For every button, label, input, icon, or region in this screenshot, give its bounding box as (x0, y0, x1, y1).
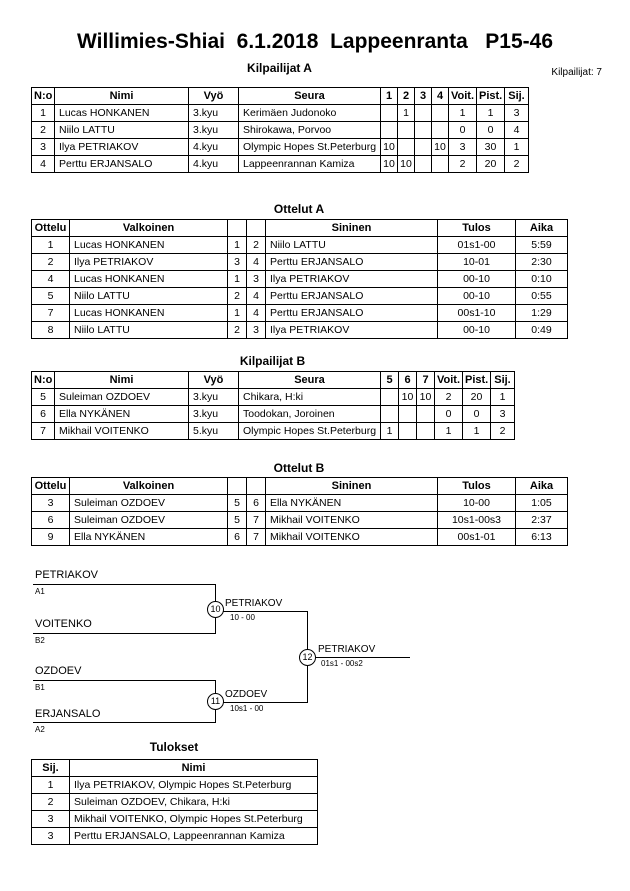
cell-aika: 0:10 (516, 271, 568, 288)
cell-blue-no: 4 (247, 305, 266, 322)
section-heading-kilpailijat-a: Kilpailijat A (247, 61, 312, 75)
cell-nimi: Ilya PETRIAKOV, Olympic Hopes St.Peterburg (70, 777, 318, 794)
col-header-seura: Seura (239, 372, 381, 389)
col-header-sij: Sij. (505, 88, 529, 105)
cell-sij: 1 (491, 389, 515, 406)
cell-aika: 2:30 (516, 254, 568, 271)
cell-white-no: 1 (228, 305, 247, 322)
cell-voit: 0 (435, 406, 463, 423)
cell-no: 5 (32, 389, 55, 406)
header-row (32, 760, 318, 777)
col-header-no: N:o (32, 372, 55, 389)
col-header-5: 5 (381, 372, 399, 389)
cell-sininen: Niilo LATTU (266, 237, 438, 254)
header-row (32, 372, 515, 389)
match-row (32, 271, 568, 288)
cell-sij: 4 (505, 122, 529, 139)
cell-sij: 3 (32, 828, 70, 845)
bracket-competitor-name: PETRIAKOV (35, 569, 98, 581)
match-row (32, 495, 568, 512)
cell-score-2: 1 (398, 105, 415, 122)
bracket-line (215, 611, 307, 612)
cell-seura: Kerimäen Judonoko (239, 105, 381, 122)
kilpailijat-b-table (31, 371, 515, 440)
cell-valkoinen: Niilo LATTU (70, 322, 228, 339)
competitors-count: Kilpailijat: 7 (551, 67, 602, 78)
cell-valkoinen: Lucas HONKANEN (70, 305, 228, 322)
bracket-seed-label: B1 (35, 683, 45, 692)
cell-tulos: 01s1-00 (438, 237, 516, 254)
cell-score-7 (417, 423, 435, 440)
cell-valkoinen: Lucas HONKANEN (70, 271, 228, 288)
cell-voit: 2 (435, 389, 463, 406)
cell-nimi: Perttu ERJANSALO (55, 156, 189, 173)
cell-score-5: 1 (381, 423, 399, 440)
cell-nimi: Mikhail VOITENKO (55, 423, 189, 440)
col-header-seura: Seura (239, 88, 381, 105)
cell-ottelu: 1 (32, 237, 70, 254)
col-header-tulos: Tulos (438, 220, 516, 237)
bracket-competitor-name: VOITENKO (35, 618, 92, 630)
cell-seura: Toodokan, Joroinen (239, 406, 381, 423)
col-header-voit: Voit. (435, 372, 463, 389)
cell-pist: 20 (477, 156, 505, 173)
col-header-vyo: Vyö (189, 372, 239, 389)
cell-score-4 (432, 156, 449, 173)
cell-seura: Chikara, H:ki (239, 389, 381, 406)
col-header-white-no (228, 220, 247, 237)
bracket-line (33, 680, 216, 681)
col-header-valkoinen: Valkoinen (70, 478, 228, 495)
bracket-competitor-name: ERJANSALO (35, 708, 101, 720)
cell-sij: 2 (505, 156, 529, 173)
cell-tulos: 10s1-00s3 (438, 512, 516, 529)
cell-vyo: 4.kyu (189, 139, 239, 156)
cell-ottelu: 7 (32, 305, 70, 322)
cell-valkoinen: Suleiman OZDOEV (70, 495, 228, 512)
col-header-vyo: Vyö (189, 88, 239, 105)
cell-sininen: Perttu ERJANSALO (266, 305, 438, 322)
section-heading-kilpailijat-b: Kilpailijat B (239, 354, 306, 368)
cell-aika: 1:29 (516, 305, 568, 322)
cell-no: 3 (32, 139, 55, 156)
col-header-ottelu: Ottelu (32, 220, 70, 237)
cell-score-3 (415, 156, 432, 173)
cell-seura: Olympic Hopes St.Peterburg (239, 423, 381, 440)
col-header-ottelu: Ottelu (32, 478, 70, 495)
col-header-aika: Aika (516, 220, 568, 237)
cell-sij: 3 (491, 406, 515, 423)
cell-blue-no: 3 (247, 322, 266, 339)
cell-pist: 30 (477, 139, 505, 156)
match-row (32, 305, 568, 322)
result-row (32, 777, 318, 794)
cell-vyo: 3.kyu (189, 122, 239, 139)
cell-voit: 3 (449, 139, 477, 156)
cell-blue-no: 2 (247, 237, 266, 254)
cell-valkoinen: Suleiman OZDOEV (70, 512, 228, 529)
cell-score-1: 10 (381, 156, 398, 173)
cell-no: 7 (32, 423, 55, 440)
cell-pist: 20 (463, 389, 491, 406)
cell-sij: 2 (32, 794, 70, 811)
cell-score-1 (381, 122, 398, 139)
col-header-blue-no (247, 220, 266, 237)
cell-blue-no: 6 (247, 495, 266, 512)
match-row (32, 254, 568, 271)
cell-aika: 5:59 (516, 237, 568, 254)
col-header-aika: Aika (516, 478, 568, 495)
cell-tulos: 00-10 (438, 322, 516, 339)
cell-white-no: 3 (228, 254, 247, 271)
bracket-score: 10s1 - 00 (230, 704, 264, 713)
bracket-match-number: 12 (299, 649, 316, 666)
cell-voit: 0 (449, 122, 477, 139)
col-header-sij: Sij. (491, 372, 515, 389)
bracket-line (33, 722, 216, 723)
cell-ottelu: 8 (32, 322, 70, 339)
cell-score-7 (417, 406, 435, 423)
cell-blue-no: 7 (247, 512, 266, 529)
cell-no: 1 (32, 105, 55, 122)
cell-aika: 0:55 (516, 288, 568, 305)
cell-score-2: 10 (398, 156, 415, 173)
cell-tulos: 00s1-01 (438, 529, 516, 546)
col-header-tulos: Tulos (438, 478, 516, 495)
bracket-seed-label: A1 (35, 587, 45, 596)
cell-ottelu: 9 (32, 529, 70, 546)
col-header-3: 3 (415, 88, 432, 105)
cell-ottelu: 2 (32, 254, 70, 271)
cell-score-6 (399, 406, 417, 423)
cell-white-no: 5 (228, 512, 247, 529)
result-row (32, 794, 318, 811)
cell-vyo: 5.kyu (189, 423, 239, 440)
cell-score-2 (398, 122, 415, 139)
cell-no: 4 (32, 156, 55, 173)
col-header-6: 6 (399, 372, 417, 389)
section-heading-tulokset: Tulokset (149, 740, 199, 754)
cell-vyo: 4.kyu (189, 156, 239, 173)
competitor-row (32, 122, 529, 139)
cell-score-3 (415, 139, 432, 156)
ottelut-b-table (31, 477, 568, 546)
cell-tulos: 10-00 (438, 495, 516, 512)
cell-score-6 (399, 423, 417, 440)
cell-score-6: 10 (399, 389, 417, 406)
competitor-row (32, 156, 529, 173)
cell-nimi: Suleiman OZDOEV (55, 389, 189, 406)
bracket-winner-name: PETRIAKOV (225, 598, 283, 609)
cell-score-7: 10 (417, 389, 435, 406)
result-row (32, 828, 318, 845)
cell-score-4 (432, 122, 449, 139)
cell-seura: Lappeenrannan Kamiza (239, 156, 381, 173)
col-header-pist: Pist. (477, 88, 505, 105)
cell-pist: 1 (477, 105, 505, 122)
cell-score-5 (381, 406, 399, 423)
cell-no: 2 (32, 122, 55, 139)
col-header-sininen: Sininen (266, 220, 438, 237)
col-header-sininen: Sininen (266, 478, 438, 495)
cell-sininen: Perttu ERJANSALO (266, 254, 438, 271)
cell-valkoinen: Niilo LATTU (70, 288, 228, 305)
col-header-blue-no (247, 478, 266, 495)
cell-vyo: 3.kyu (189, 406, 239, 423)
col-header-voit: Voit. (449, 88, 477, 105)
cell-valkoinen: Ella NYKÄNEN (70, 529, 228, 546)
col-header-2: 2 (398, 88, 415, 105)
cell-sininen: Perttu ERJANSALO (266, 288, 438, 305)
competitor-row (32, 139, 529, 156)
col-header-4: 4 (432, 88, 449, 105)
cell-aika: 2:37 (516, 512, 568, 529)
cell-aika: 1:05 (516, 495, 568, 512)
cell-blue-no: 3 (247, 271, 266, 288)
cell-score-2 (398, 139, 415, 156)
cell-white-no: 6 (228, 529, 247, 546)
col-header-valkoinen: Valkoinen (70, 220, 228, 237)
cell-ottelu: 6 (32, 512, 70, 529)
col-header-white-no (228, 478, 247, 495)
cell-sij: 3 (505, 105, 529, 122)
col-header-pist: Pist. (463, 372, 491, 389)
cell-pist: 0 (463, 406, 491, 423)
cell-score-4: 10 (432, 139, 449, 156)
competitor-row (32, 406, 515, 423)
cell-sininen: Ilya PETRIAKOV (266, 322, 438, 339)
cell-score-5 (381, 389, 399, 406)
cell-sij: 3 (32, 811, 70, 828)
bracket-line (215, 702, 307, 703)
cell-nimi: Ella NYKÄNEN (55, 406, 189, 423)
cell-tulos: 10-01 (438, 254, 516, 271)
cell-seura: Olympic Hopes St.Peterburg (239, 139, 381, 156)
cell-sij: 2 (491, 423, 515, 440)
cell-tulos: 00s1-10 (438, 305, 516, 322)
competitor-row (32, 389, 515, 406)
cell-tulos: 00-10 (438, 271, 516, 288)
col-header-nimi: Nimi (55, 88, 189, 105)
cell-blue-no: 4 (247, 288, 266, 305)
cell-score-1 (381, 105, 398, 122)
bracket-seed-label: B2 (35, 636, 45, 645)
cell-tulos: 00-10 (438, 288, 516, 305)
cell-score-4 (432, 105, 449, 122)
col-header-sij: Sij. (32, 760, 70, 777)
cell-valkoinen: Ilya PETRIAKOV (70, 254, 228, 271)
match-row (32, 512, 568, 529)
cell-sininen: Mikhail VOITENKO (266, 512, 438, 529)
cell-white-no: 2 (228, 288, 247, 305)
bracket-line (33, 633, 216, 634)
cell-voit: 1 (449, 105, 477, 122)
section-heading-ottelut-a: Ottelut A (273, 202, 325, 216)
col-header-7: 7 (417, 372, 435, 389)
cell-score-3 (415, 105, 432, 122)
cell-blue-no: 4 (247, 254, 266, 271)
bracket-score: 10 - 00 (230, 613, 255, 622)
cell-sij: 1 (505, 139, 529, 156)
section-heading-ottelut-b: Ottelut B (273, 461, 325, 475)
competitor-row (32, 423, 515, 440)
cell-ottelu: 3 (32, 495, 70, 512)
bracket-match-number: 10 (207, 601, 224, 618)
cell-white-no: 5 (228, 495, 247, 512)
playoff-bracket (33, 565, 473, 740)
cell-score-3 (415, 122, 432, 139)
cell-sij: 1 (32, 777, 70, 794)
cell-sininen: Ilya PETRIAKOV (266, 271, 438, 288)
cell-sininen: Mikhail VOITENKO (266, 529, 438, 546)
cell-nimi: Mikhail VOITENKO, Olympic Hopes St.Peterburg (70, 811, 318, 828)
cell-vyo: 3.kyu (189, 389, 239, 406)
page-title: Willimies-Shiai 6.1.2018 Lappeenranta P15-46 (76, 30, 554, 53)
cell-pist: 1 (463, 423, 491, 440)
col-header-1: 1 (381, 88, 398, 105)
bracket-competitor-name: OZDOEV (35, 665, 82, 677)
cell-seura: Shirokawa, Porvoo (239, 122, 381, 139)
cell-ottelu: 4 (32, 271, 70, 288)
bracket-winner-name: PETRIAKOV (318, 644, 376, 655)
match-row (32, 237, 568, 254)
bracket-score: 01s1 - 00s2 (321, 659, 363, 668)
cell-no: 6 (32, 406, 55, 423)
cell-blue-no: 7 (247, 529, 266, 546)
bracket-match-number: 11 (207, 693, 224, 710)
cell-ottelu: 5 (32, 288, 70, 305)
cell-white-no: 2 (228, 322, 247, 339)
bracket-line (33, 584, 216, 585)
bracket-seed-label: A2 (35, 725, 45, 734)
cell-white-no: 1 (228, 271, 247, 288)
kilpailijat-a-table (31, 87, 529, 173)
bracket-line (307, 657, 410, 658)
match-row (32, 288, 568, 305)
cell-score-1: 10 (381, 139, 398, 156)
match-row (32, 322, 568, 339)
result-row (32, 811, 318, 828)
col-header-no: N:o (32, 88, 55, 105)
cell-vyo: 3.kyu (189, 105, 239, 122)
cell-nimi: Lucas HONKANEN (55, 105, 189, 122)
cell-voit: 1 (435, 423, 463, 440)
col-header-nimi: Nimi (55, 372, 189, 389)
cell-nimi: Ilya PETRIAKOV (55, 139, 189, 156)
cell-voit: 2 (449, 156, 477, 173)
tulokset-table (31, 759, 318, 845)
ottelut-a-table (31, 219, 568, 339)
cell-aika: 6:13 (516, 529, 568, 546)
bracket-winner-name: OZDOEV (225, 689, 268, 700)
cell-valkoinen: Lucas HONKANEN (70, 237, 228, 254)
header-row (32, 88, 529, 105)
cell-white-no: 1 (228, 237, 247, 254)
cell-sininen: Ella NYKÄNEN (266, 495, 438, 512)
competitor-row (32, 105, 529, 122)
cell-nimi: Perttu ERJANSALO, Lappeenrannan Kamiza (70, 828, 318, 845)
cell-pist: 0 (477, 122, 505, 139)
header-row (32, 220, 568, 237)
header-row (32, 478, 568, 495)
col-header-nimi: Nimi (70, 760, 318, 777)
cell-nimi: Suleiman OZDOEV, Chikara, H:ki (70, 794, 318, 811)
match-row (32, 529, 568, 546)
cell-aika: 0:49 (516, 322, 568, 339)
cell-nimi: Niilo LATTU (55, 122, 189, 139)
